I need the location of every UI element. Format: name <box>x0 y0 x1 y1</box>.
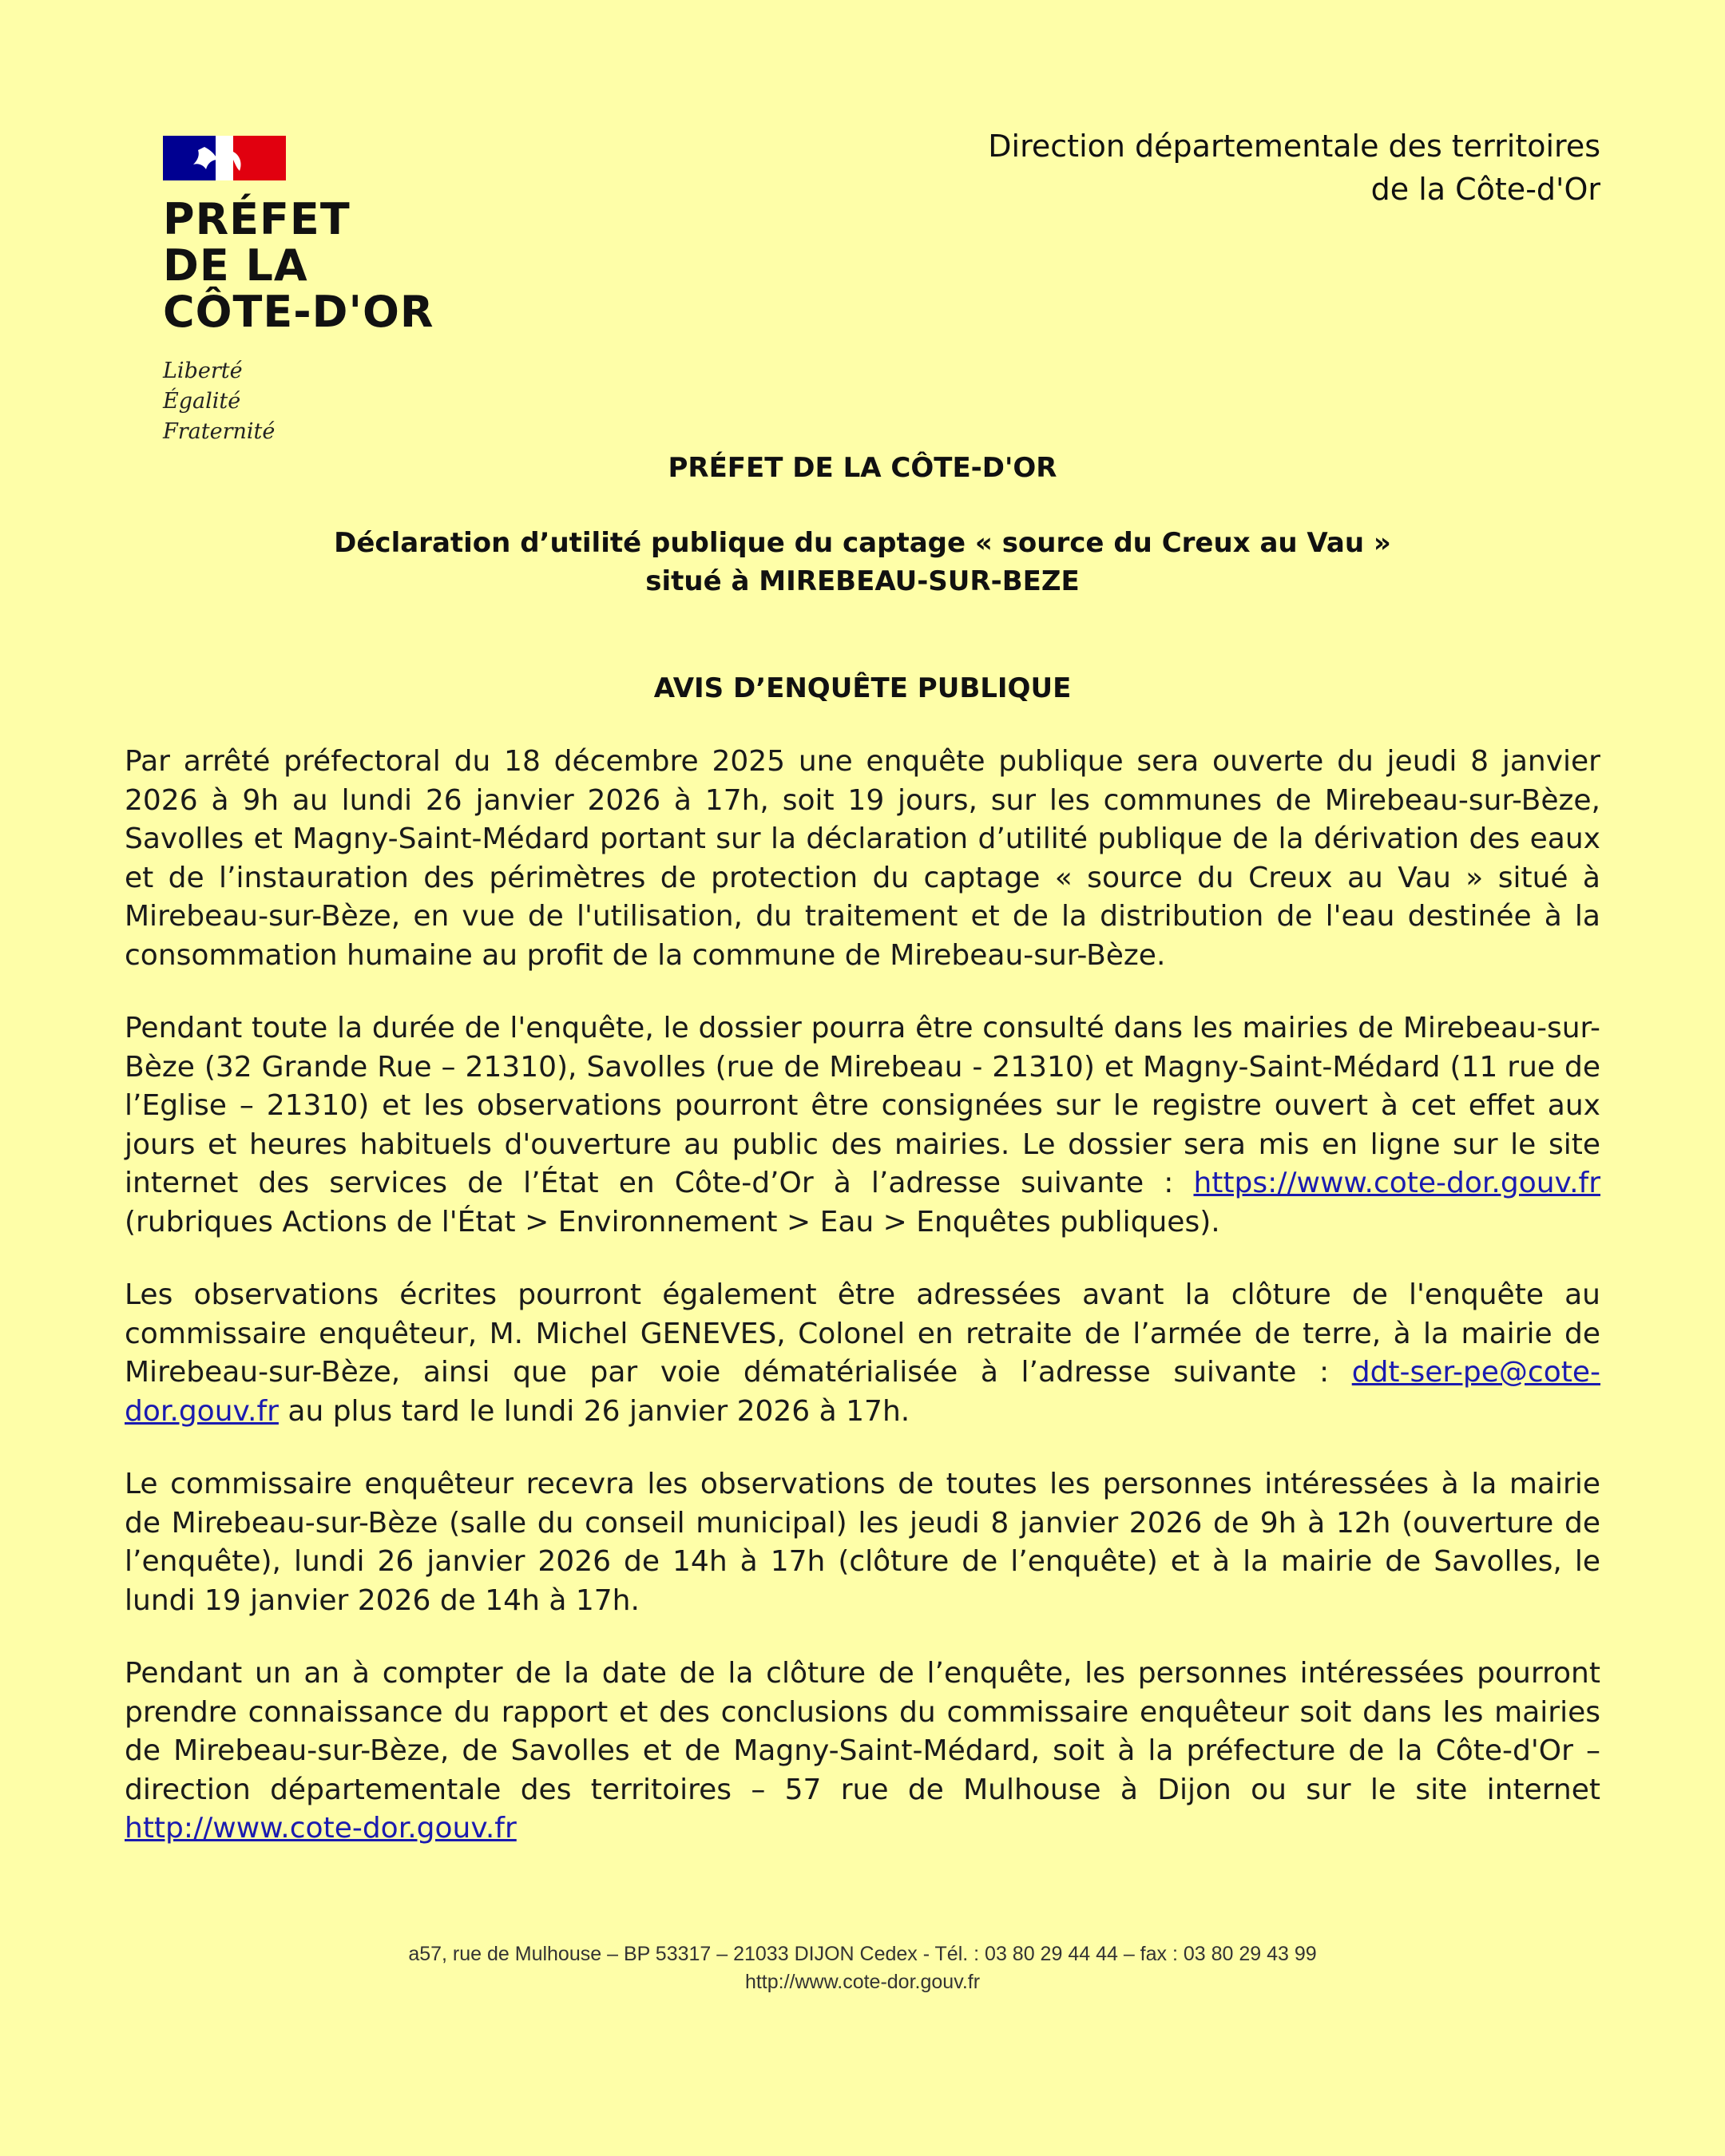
paragraph-text: au plus tard le lundi 26 janvier 2026 à 17h. <box>278 1394 910 1428</box>
paragraph-arrete: Par arrêté préfectoral du 18 décembre 2025 une enquête publique sera ouverte du jeudi 8 janvier 2026 à 9h au lundi 26 janvier 2026 à 17h, soit 19 jours, sur les communes de Mirebeau-sur-Bèze, Savolles et Magny-Saint-Médard portant sur la déclaration d’utilité publique de la dérivation des eaux et de l’instauration des périmètres de protection du captage « source du Creux au Vau » situé à Mirebeau-sur-Bèze, en vue de l'utilisation, du traitement et de la distribution de l'eau destinée à la consommation humaine au profit de la commune de Mirebeau-sur-Bèze. <box>125 745 1600 972</box>
declaration-line: Déclaration d’utilité publique du captage « source du Creux au Vau » <box>334 527 1391 559</box>
paragraph-rapport <box>125 1655 1600 1849</box>
logo-name-line: CÔTE-D'OR <box>163 287 434 337</box>
paragraph-text: Pendant toute la durée de l'enquête, le dossier pourra être consulté dans les mairies de Mirebeau-sur-Bèze (32 Grande Rue – 21310), Savolles (rue de Mirebeau - 21310) et Magny-Saint-Médard (11 rue de l’Eglise – 21310) et les observations pourront être consignées sur le registre ouvert à cet effet aux jours et heures habituels d'ouverture au public des mairies. Le dossier sera mis en ligne sur le site internet des services de l’État en Côte-d’Or à l’adresse suivante : <box>125 1012 1600 1199</box>
paragraph-observations <box>125 1276 1600 1431</box>
flag-white-band <box>216 136 233 180</box>
paragraph-dossier <box>125 1009 1600 1242</box>
notice-body <box>125 743 1600 1883</box>
logo-name-line: PRÉFET <box>163 194 351 244</box>
footer <box>0 1940 1725 1996</box>
flag-red-band <box>233 136 286 180</box>
paragraph-text: Les observations écrites pourront également être adressées avant la clôture de l'enquête au commissaire enquêteur, M. Michel GENEVES, Colonel en retraite de l’armée de terre, à la mairie de Mirebeau-sur-Bèze, ainsi que par voie dématérialisée à l’adresse suivante : <box>125 1278 1600 1389</box>
motto-line: Liberté <box>163 359 243 383</box>
paragraph-text: Pendant un an à compter de la date de la clôture de l’enquête, les personnes intéressées pourront prendre connaissance du rapport et des conclusions du commissaire enquêteur soit dans les mairies de Mirebeau-sur-Bèze, de Savolles et de Magny-Saint-Médard, soit à la préfecture de la Côte-d'Or – direction départementale des territoires – 57 rue de Mulhouse à Dijon ou sur le site internet <box>125 1657 1600 1806</box>
declaration-heading <box>0 524 1725 600</box>
logo-name <box>163 196 434 335</box>
paragraph-permanences: Le commissaire enquêteur recevra les observations de toutes les personnes intéressées à la mairie de Mirebeau-sur-Bèze (salle du conseil municipal) les jeudi 8 janvier 2026 de 9h à 12h (ouverture de l’enquête), lundi 26 janvier 2026 de 14h à 17h (clôture de l’enquête) et à la mairie de Savolles, le lundi 19 janvier 2026 de 14h à 17h. <box>125 1468 1600 1617</box>
declaration-line: situé à MIREBEAU-SUR-BEZE <box>645 565 1080 597</box>
authority-line: de la Côte-d'Or <box>1370 172 1600 207</box>
prefecture-website-link[interactable]: https://www.cote-dor.gouv.fr <box>1193 1167 1600 1199</box>
footer-address: a57, rue de Mulhouse – BP 53317 – 21033 DIJON Cedex - Tél. : 03 80 29 44 44 – fax : 03 80 29 43 99 <box>408 1943 1317 1965</box>
motto-line: Égalité <box>163 389 241 414</box>
logo-name-line: DE LA <box>163 240 308 291</box>
authority-line: Direction départementale des territoires <box>988 129 1600 164</box>
marianne-flag-icon <box>163 136 286 180</box>
footer-website: http://www.cote-dor.gouv.fr <box>744 1971 981 1993</box>
document-title: PRÉFET DE LA CÔTE-D'OR <box>668 452 1057 484</box>
republic-motto <box>163 356 434 447</box>
avis-heading: AVIS D’ENQUÊTE PUBLIQUE <box>653 672 1072 704</box>
email-link[interactable]: ddt-ser-pe@cote-dor.gouv.fr <box>125 1356 1600 1428</box>
motto-line: Fraternité <box>163 419 276 444</box>
issuing-authority <box>988 125 1600 211</box>
prefecture-website-link[interactable]: http://www.cote-dor.gouv.fr <box>125 1812 517 1845</box>
paragraph-text: (rubriques Actions de l'État > Environnement > Eau > Enquêtes publiques). <box>125 1205 1220 1239</box>
prefecture-logo <box>163 136 434 447</box>
